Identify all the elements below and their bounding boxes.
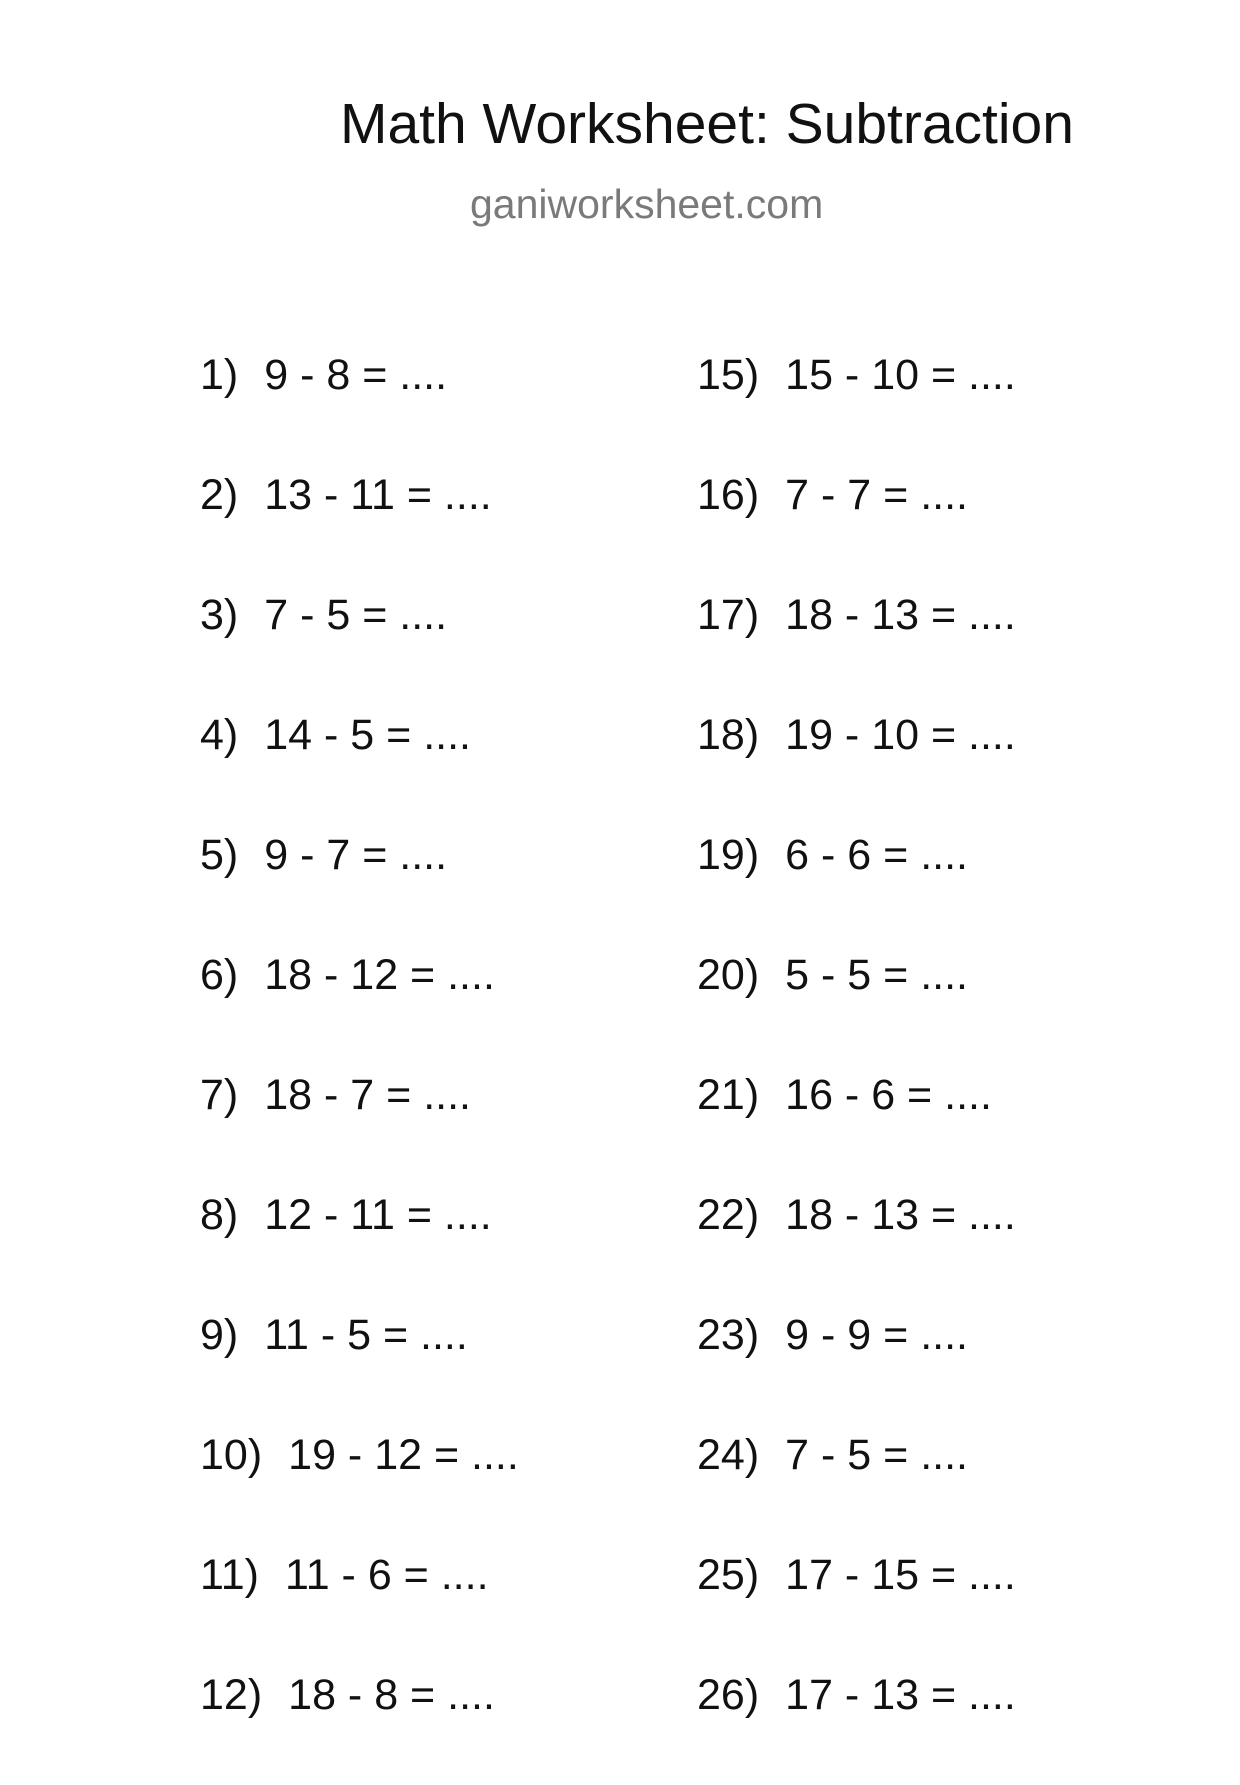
problem-number: 23): [697, 1311, 760, 1359]
problem-expression: 6 - 6 = ....: [785, 831, 968, 879]
problem-number: 10): [200, 1431, 263, 1479]
problem-expression: 16 - 6 = ....: [785, 1071, 992, 1119]
problem-number: 26): [697, 1671, 760, 1719]
problem-number: 7): [200, 1071, 239, 1119]
problem-expression: 7 - 5 = ....: [785, 1431, 968, 1479]
problem-item: [697, 1545, 1157, 1665]
problem-number: 18): [697, 711, 760, 759]
problem-item: [200, 465, 660, 585]
problem-item: [200, 585, 660, 705]
problem-expression: 11 - 5 = ....: [264, 1311, 468, 1359]
problem-item: [200, 945, 660, 1065]
problem-number: 1): [200, 351, 239, 399]
problem-expression: 15 - 10 = ....: [785, 351, 1016, 399]
problem-number: 21): [697, 1071, 760, 1119]
problem-number: 3): [200, 591, 239, 639]
problem-expression: 9 - 9 = ....: [785, 1311, 968, 1359]
problem-number: 4): [200, 711, 239, 759]
problem-expression: 19 - 10 = ....: [785, 711, 1016, 759]
problem-expression: 19 - 12 = ....: [288, 1431, 519, 1479]
problem-expression: 9 - 7 = ....: [264, 831, 448, 879]
problem-number: 6): [200, 951, 239, 999]
problem-item: [200, 345, 660, 465]
problem-expression: 18 - 8 = ....: [288, 1671, 495, 1719]
problem-number: 17): [697, 591, 760, 639]
problem-item: [697, 1665, 1157, 1785]
problem-item: [200, 825, 660, 945]
worksheet-title: Math Worksheet: Subtraction: [340, 92, 1074, 156]
problem-number: 5): [200, 831, 239, 879]
problem-expression: 18 - 13 = ....: [785, 1191, 1016, 1239]
problem-item: [200, 1665, 660, 1785]
problem-expression: 12 - 11 = ....: [264, 1191, 492, 1239]
problem-item: [200, 1305, 660, 1425]
problem-item: [697, 705, 1157, 825]
problem-number: 24): [697, 1431, 760, 1479]
problem-expression: 18 - 7 = ....: [264, 1071, 471, 1119]
problem-item: [200, 1425, 660, 1545]
problem-number: 12): [200, 1671, 263, 1719]
problem-number: 8): [200, 1191, 239, 1239]
problem-number: 25): [697, 1551, 760, 1599]
problem-item: [697, 1185, 1157, 1305]
problem-item: [697, 1305, 1157, 1425]
problem-number: 20): [697, 951, 760, 999]
problem-expression: 11 - 6 = ....: [284, 1551, 489, 1599]
right-problem-column: [697, 345, 1157, 1785]
problem-expression: 9 - 8 = ....: [264, 351, 448, 399]
problem-item: [697, 945, 1157, 1065]
problem-item: [697, 825, 1157, 945]
problem-item: [200, 1185, 660, 1305]
problem-number: 16): [697, 471, 760, 519]
problem-number: 19): [697, 831, 760, 879]
problem-expression: 13 - 11 = ....: [264, 471, 492, 519]
problem-expression: 17 - 13 = ....: [785, 1671, 1016, 1719]
problem-expression: 5 - 5 = ....: [785, 951, 968, 999]
problem-expression: 14 - 5 = ....: [264, 711, 471, 759]
problem-number: 11): [200, 1551, 259, 1599]
problem-item: [200, 705, 660, 825]
problem-number: 9): [200, 1311, 239, 1359]
problem-item: [697, 585, 1157, 705]
problem-expression: 18 - 13 = ....: [785, 591, 1016, 639]
problem-number: 22): [697, 1191, 760, 1239]
problem-number: 2): [200, 471, 239, 519]
worksheet-source: ganiworksheet.com: [470, 181, 824, 227]
problem-item: [200, 1065, 660, 1185]
problem-expression: 7 - 7 = ....: [785, 471, 968, 519]
problem-expression: 17 - 15 = ....: [785, 1551, 1016, 1599]
problem-number: 15): [697, 351, 760, 399]
problem-item: [200, 1545, 660, 1665]
problem-expression: 7 - 5 = ....: [264, 591, 448, 639]
problem-item: [697, 345, 1157, 465]
problem-expression: 18 - 12 = ....: [264, 951, 495, 999]
left-problem-column: [200, 345, 660, 1785]
problem-item: [697, 465, 1157, 585]
problem-item: [697, 1065, 1157, 1185]
problem-item: [697, 1425, 1157, 1545]
